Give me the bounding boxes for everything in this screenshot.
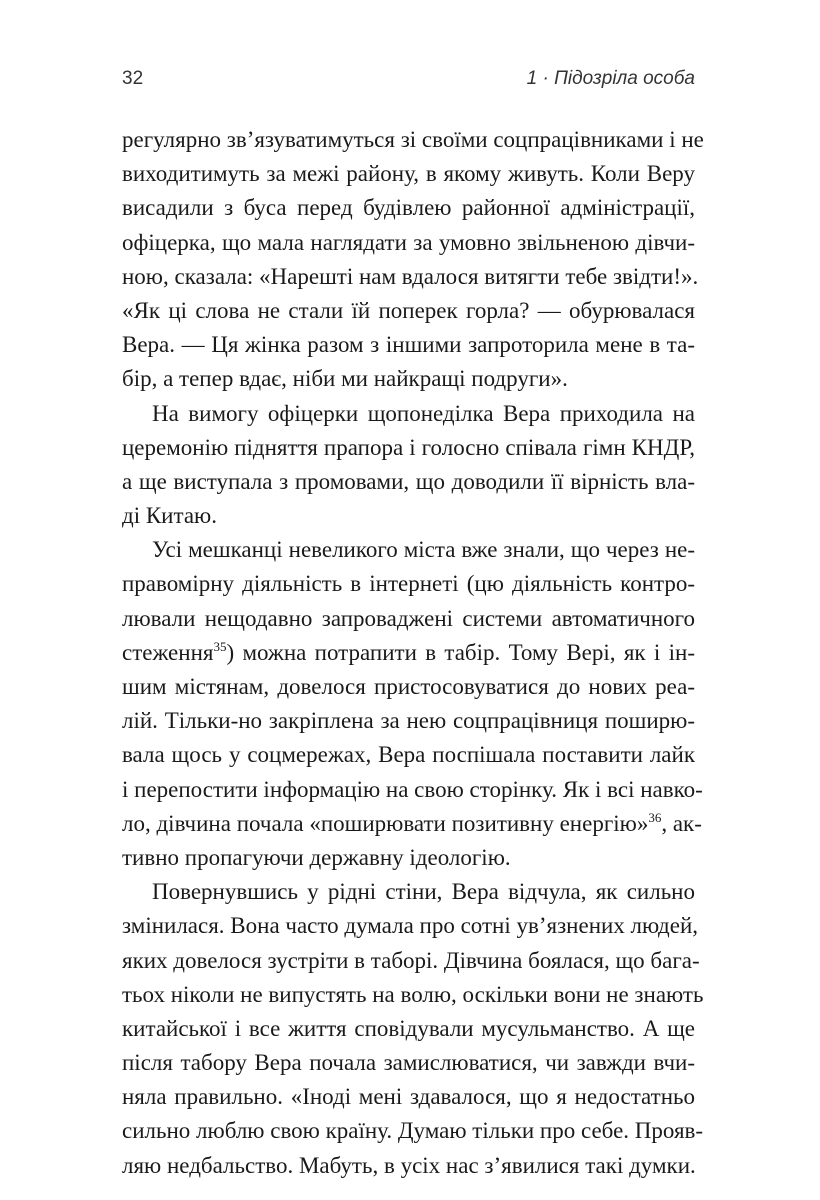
text-fragment: ло, дівчина почала «поширювати позитивну енергію»: [122, 810, 649, 836]
text-line: змінилася. Вона часто думала про сотні ув’язнених людей,: [122, 913, 699, 939]
text-line: церемонію підняття прапора і голосно співала гімн КНДР,: [122, 434, 695, 460]
text-line: Вера. — Ця жінка разом з іншими запроторила мене в та-: [122, 332, 695, 358]
text-line: тивно пропагуючи державну ідеологію.: [122, 844, 511, 870]
text-line-with-footnote: [122, 807, 702, 841]
text-fragment: ) можна потрапити в табір. Тому Вері, як і ін-: [226, 639, 695, 665]
text-line: яких довелося зустріти в таборі. Дівчина боялася, що бага-: [122, 947, 700, 973]
text-line: бір, а тепер вдає, ніби ми найкращі подруги».: [122, 366, 568, 392]
text-line: і перепостити інформацію на свою сторінку. Як і всі навко-: [122, 776, 703, 802]
text-line: а ще виступала з промовами, що доводили її вірність вла-: [122, 468, 695, 494]
text-line: офіцерка, що мала наглядати за умовно звільненою дівчи-: [122, 229, 695, 255]
paragraph-first-line: Повернувшись у рідні стіни, Вера відчула, як сильно: [152, 879, 695, 905]
text-fragment: стеження: [122, 639, 214, 665]
chapter-title: 1 · Підозріла особа: [526, 68, 695, 89]
text-fragment: , ак-: [661, 810, 702, 836]
text-line: висадили з буса перед будівлею районної адміністрації,: [122, 195, 695, 221]
text-line: лювали нещодавно запроваджені системи автоматичного: [122, 605, 695, 631]
text-line: «Як ці слова не стали їй поперек горла? — обурювалася: [122, 297, 695, 323]
paragraph-first-line: На вимогу офіцерки щопонеділка Вера приходила на: [152, 400, 695, 426]
text-line: няла правильно. «Іноді мені здавалося, що я недостатньо: [122, 1084, 695, 1110]
footnote-ref-35[interactable]: 35: [213, 638, 227, 654]
running-head: [122, 68, 695, 94]
text-line: лій. Тільки-но закріплена за нею соцпрацівниця поширю-: [122, 708, 695, 734]
text-line: після табору Вера почала замислюватися, чи завжди вчи-: [122, 1050, 695, 1076]
text-line-with-footnote: [122, 636, 695, 670]
text-line: виходитимуть за межі району, в якому живуть. Коли Веру: [122, 161, 695, 187]
text-line: сильно люблю свою країну. Думаю тільки про себе. Прояв-: [122, 1118, 704, 1144]
page-number: 32: [122, 68, 144, 89]
text-line: тьох ніколи не випустять на волю, оскільки вони не знають: [122, 981, 704, 1007]
text-line: регулярно зв’язуватимуться зі своїми соцпрацівниками і не: [122, 127, 704, 152]
body-text: [122, 123, 704, 1183]
text-line: правомірну діяльність в інтернеті (цю діяльність контро-: [122, 571, 695, 597]
text-line: ляю недбальство. Мабуть, в усіх нас з’явилися такі думки.: [122, 1152, 696, 1178]
footnote-ref-36[interactable]: 36: [648, 809, 662, 825]
text-line: китайської і все життя сповідували мусульманство. А ще: [122, 1015, 695, 1041]
text-line: ді Китаю.: [122, 503, 217, 529]
text-line: ною, сказала: «Нарешті нам вдалося витягти тебе звідти!».: [122, 263, 699, 289]
text-line: вала щось у соцмережах, Вера поспішала поставити лайк: [122, 742, 695, 768]
text-line: шим містянам, довелося пристосовуватися до нових реа-: [122, 674, 695, 699]
paragraph-first-line: Усі мешканці невеликого міста вже знали, що через не-: [152, 537, 695, 563]
